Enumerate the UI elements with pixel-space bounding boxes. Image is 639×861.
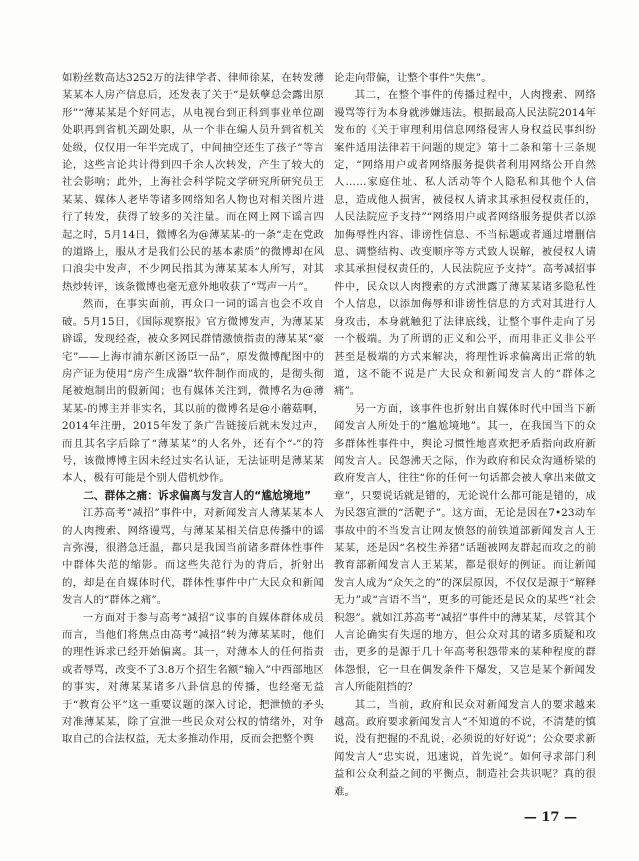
paragraph: 如粉丝数高达3252万的法律学者、律师徐某，在转发薄某某本人房产信息后，还发表了关于“是妖孽总会露出原形”“薄某某是个好同志，从电视台到正科到事业单位副处职再到省机关副处职，从一个非在编人员升到省机关处级，仅仅用一年半完成了，中间抽空还生了孩子”等言论，这些言论共计得到四千余人次转发，产生了较大的社会影响；此外，上海社会科学院文学研究所研究员王某某、媒体人老毕等诸多网络知名人物也对相关图片进行了转发，获得了较多的关注量。而在网上网下谣言四起之时，5月14日，微博名为@薄某某-的一条“走在党政的道路上，服从才是我们公民的基本素质”的微博却在风口浪尖中发声，不少网民指其为薄某某本人所写，对其热炒转评，该条微博也毫无意外地收获了“骂声一片”。 bbox=[62, 72, 324, 293]
paragraph: 其二，当前，政府和民众对新闻发言人的要求越来越高。政府要求新闻发言人“不知道的不说，不清楚的慎说，没有把握的不乱说，必须说的好好说”；公众要求新闻发言人“忠实说，迅速说，首先说”。如何寻求部门利益和公众利益之间的平衡点，制造社会共识呢？真的很难。 bbox=[334, 698, 596, 798]
paragraph: 其二，在整个事件的传播过程中，人肉搜索、网络谩骂等行为本身就涉嫌违法。根据最高人民法院2014年发布的《关于审理利用信息网络侵害人身权益民事纠纷案件适用法律若干问题的规定》第十二条和第十三条规定，“网络用户或者网络服务提供者利用网络公开自然人……家庭住址、私人活动等个人隐私和其他个人信息，造成他人损害，被侵权人请求其承担侵权责任的，人民法院应予支持”“网络用户或者网络服务提供者以添加侮辱性内容、诽谤性信息、不当标题或者通过增删信息、调整结构、改变顺序等方式致人误解，被侵权人请求其承担侵权责任的，人民法院应予支持”。高考减招事件中，民众以人肉搜索的方式泄露了薄某某诸多隐私性个人信息，以添加侮辱和诽谤性信息的方式对其进行人身攻击，本身就触犯了法律底线，让整个事件走向了另一个极端。为了所谓的正义和公平，而用非正义非公平甚至是极端的方式来解决，将理性诉求偏离出正常的轨道，这不能不说是广大民众和新闻发言人的“群体之痛”。 bbox=[334, 89, 596, 398]
section-heading: 二、群体之痛：诉求偏离与发言人的“尴尬境地” bbox=[83, 489, 312, 502]
paragraph: 一方面对于参与高考“减招”议事的自媒体群体成员而言，当他们将焦点由高考“减招”转为薄某某时，他们的理性诉求已经开始偏离。其一，对薄本人的任何指责或者辱骂，改变不了3.8万个招生名额“输入”中西部地区的事实，对薄某某诸多八卦信息的传播，也经毫无益于“教育公平”这一重要议题的深入讨论，把泄愤的矛头对准薄某某，除了宣泄一些民众对公权的情绪外，对争取自己的合法权益，无太多推动作用，反而会把整个舆 bbox=[62, 611, 324, 746]
page-number: — 17 — bbox=[523, 810, 577, 825]
right-column bbox=[334, 70, 596, 801]
paragraph: 然而，在事实面前，再众口一词的谣言也会不攻自破。5月15日，《国际观察报》官方微博发声，为薄某某辟谣，发现经查，被众多网民群情激愤指责的薄某某“豪宅”——上海市浦东新区汤臣一品”，原发微博配图中的房产证为使用“房产生成器”软件制作而成的，是彻头彻尾被炮制出的假新闻；也有媒体关注到，微博名为@薄某某-的博主并非实名，其以前的微博名是@小蘑菇啊，2014年注册，2015年发了条广告链接后就未发过声，而且其名字后除了“薄某某”的人名外，还有个“-”的符号，该微博博主因未经过实名认证，无法证明是薄某某本人，极有可能是个别人借机炒作。 bbox=[62, 298, 324, 485]
paragraph: 江苏高考“减招”事件中，对新闻发言人薄某某本人的人肉搜索、网络谩骂，与薄某某相关信息传播中的谣言弥漫，很潜急迁温，都只是我国当前诸多群体性事件中群体失范的缩影。而这些失范行为的背后，折射出的，却是在自媒体时代，群体性事件中广大民众和新闻发言人的“群体之痛”。 bbox=[62, 507, 324, 607]
left-column bbox=[62, 70, 324, 749]
paragraph: 论走向带偏，让整个事件“失焦”。 bbox=[334, 72, 492, 84]
paragraph: 另一方面，该事件也折射出自媒体时代中国当下新闻发言人所处于的“尴尬境地”。其一，在我国当下的众多群体性事件中，舆论习惯性地喜欢把矛盾指向政府新闻发言人。民怨沸天之际，作为政府和民众沟通桥梁的政府发言人，往往“你的任何一句话都会被人拿出来做文章”，只要说话就是错的，无论说什么都可能是错的，成为民怨宣泄的“活靶子”。这方面，无论是因在7•23动车事故中的不当发言让网友愤怒的前铁道部新闻发言人王某某，还是因“名校生养猪”话题被网友群起而攻之的前教育部新闻发言人王某某，都是很好的例证。而让新闻发言人成为“众矢之的”的深层原因，不仅仅是源于“解释无力”或“言语不当”，更多的可能还是民众的某些“社会积怨”。就如江苏高考“减招”事件中的薄某某，尽管其个人言论确实有失逞的地方，但公众对其的诸多质疑和攻击，更多的是源于几十年高考积怨带来的某种程度的群体怨恨，它一旦在偶发条件下爆发，又岂是某个新闻发言人所能阻挡的？ bbox=[334, 402, 596, 694]
